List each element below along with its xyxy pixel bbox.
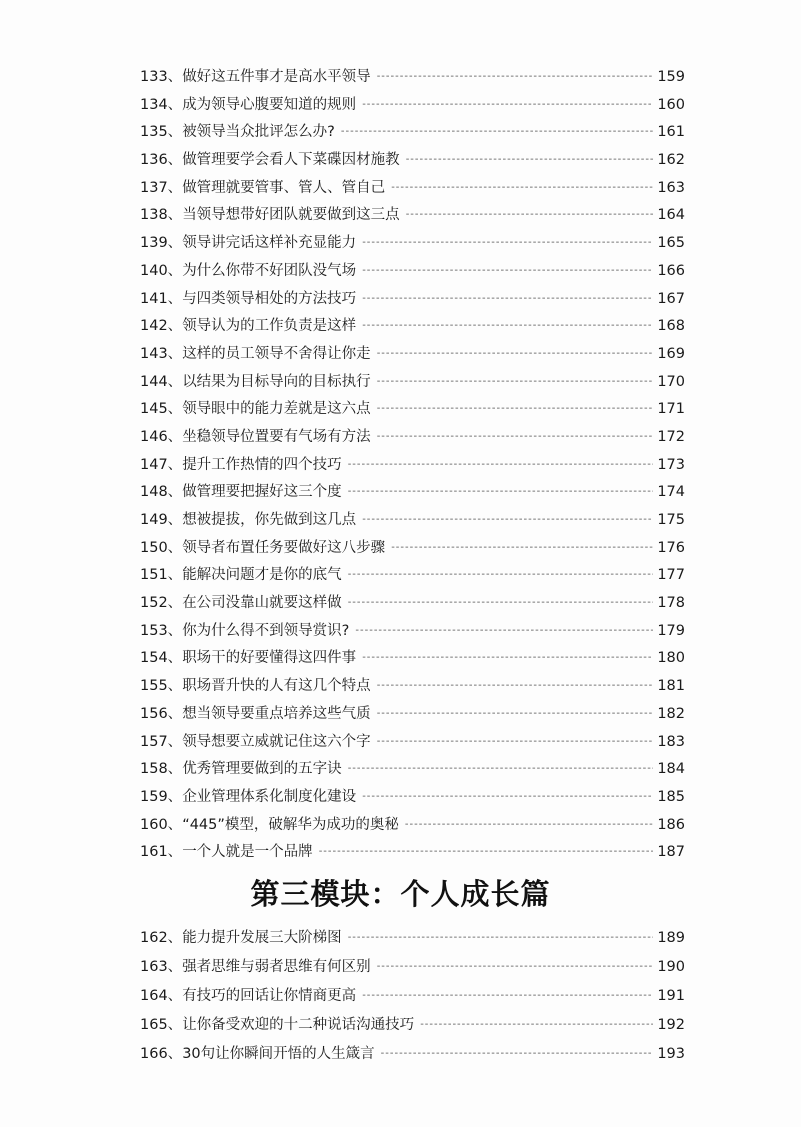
toc-entry-number: 137、 [140,179,183,196]
toc-entry-number: 138、 [140,207,183,224]
toc-entry [140,286,685,314]
toc-entry-page-number: 193 [657,1046,685,1062]
toc-entry [140,147,685,175]
toc-entry [140,64,685,92]
toc-dotted-leader [362,783,653,811]
toc-entry [140,535,685,563]
toc-entry-page-number: 190 [657,959,685,975]
toc-entry [140,175,685,203]
toc-dotted-leader [391,174,653,202]
toc-entry-page-number: 174 [657,484,685,501]
toc-entry-title: 想当领导要重点培养这些气质 [182,705,371,722]
toc-entry [140,341,685,369]
toc-entry-number: 145、 [140,401,183,418]
toc-dotted-leader [348,478,653,506]
toc-entry-page-number: 171 [657,401,685,418]
toc-entry-number: 163、 [140,959,183,975]
toc-entry [140,452,685,480]
toc-entry-number: 153、 [140,622,183,639]
toc-entry-number: 140、 [140,262,183,279]
toc-dotted-leader [420,1010,653,1039]
toc-entry-title: 能力提升发展三大阶梯图 [182,930,342,946]
toc-entry-title: 领导讲完话这样补充显能力 [182,235,357,252]
toc-entry-title: 成为领导心腹要知道的规则 [182,96,357,113]
table-of-contents-part2 [140,924,685,1069]
toc-entry-title: 一个人就是一个品牌 [182,844,313,861]
toc-dotted-leader [405,811,653,839]
toc-entry [140,424,685,452]
toc-entry-title: 在公司没靠山就要这样做 [182,595,342,612]
toc-entry-title: 被领导当众批评怎么办? [182,124,335,141]
toc-entry-page-number: 191 [657,988,685,1004]
toc-entry [140,507,685,535]
toc-entry-number: 156、 [140,705,183,722]
toc-entry-page-number: 161 [657,124,685,141]
toc-entry [140,645,685,673]
toc-entry-title: 强者思维与弱者思维有何区别 [182,959,371,975]
toc-entry-number: 134、 [140,96,183,113]
toc-entry-title: “445”模型，破解华为成功的奥秘 [182,816,399,833]
toc-entry-page-number: 172 [657,428,685,445]
toc-entry-title: 坐稳领导位置要有气场有方法 [182,428,371,445]
toc-entry-title: 领导认为的工作负责是这样 [182,318,357,335]
toc-entry-number: 141、 [140,290,183,307]
toc-entry-page-number: 183 [657,733,685,750]
toc-entry-number: 142、 [140,318,183,335]
toc-entry [140,396,685,424]
toc-dotted-leader [348,451,653,479]
toc-dotted-leader [377,63,653,91]
toc-entry-page-number: 159 [657,69,685,85]
toc-entry-title: 职场晋升快的人有这几个特点 [182,678,371,695]
toc-entry-number: 147、 [140,456,183,473]
toc-entry-number: 164、 [140,988,183,1004]
toc-entry-title: 领导想要立威就记住这六个字 [182,733,371,750]
toc-entry-page-number: 166 [657,262,685,279]
toc-dotted-leader [362,229,653,257]
toc-entry-title: 领导者布置任务要做好这八步骤 [182,539,386,556]
toc-dotted-leader [319,838,653,866]
toc-entry-page-number: 177 [657,567,685,584]
toc-entry-title: 这样的员工领导不舍得让你走 [182,345,371,362]
toc-entry [140,924,685,953]
toc-entry [140,590,685,618]
toc-dotted-leader [377,395,653,423]
toc-entry-number: 146、 [140,428,183,445]
toc-entry-number: 157、 [140,733,183,750]
table-of-contents-part1 [140,64,685,867]
toc-entry-title: 做管理就要管事、管人、管自己 [182,179,386,196]
toc-entry-page-number: 192 [657,1017,685,1033]
toc-entry-title: 与四类领导相处的方法技巧 [182,290,357,307]
toc-dotted-leader [362,257,653,285]
toc-entry [140,812,685,840]
toc-entry-page-number: 167 [657,290,685,307]
toc-entry-number: 161、 [140,844,183,861]
toc-entry-page-number: 165 [657,235,685,252]
toc-entry-number: 159、 [140,788,183,805]
toc-entry-title: 30句让你瞬间开悟的人生箴言 [182,1046,375,1062]
toc-entry [140,839,685,867]
toc-entry-number: 154、 [140,650,183,667]
toc-entry [140,673,685,701]
toc-entry [140,119,685,147]
toc-dotted-leader [348,755,653,783]
toc-entry-number: 139、 [140,235,183,252]
toc-dotted-leader [362,981,653,1010]
toc-dotted-leader [348,589,653,617]
toc-entry-number: 152、 [140,595,183,612]
toc-entry-number: 151、 [140,567,183,584]
toc-entry-number: 133、 [140,69,183,85]
toc-entry-page-number: 170 [657,373,685,390]
toc-dotted-leader [362,644,653,672]
toc-entry [140,756,685,784]
toc-dotted-leader [381,1039,653,1068]
toc-entry-page-number: 176 [657,539,685,556]
toc-entry-page-number: 163 [657,179,685,196]
toc-entry-page-number: 187 [657,844,685,861]
toc-entry-page-number: 160 [657,96,685,113]
toc-dotted-leader [362,91,653,119]
toc-entry-page-number: 186 [657,816,685,833]
toc-entry-number: 149、 [140,512,183,528]
toc-entry-page-number: 184 [657,761,685,778]
toc-entry-title: 提升工作热情的四个技巧 [182,456,342,473]
toc-entry-number: 143、 [140,345,183,362]
toc-entry [140,618,685,646]
toc-dotted-leader [377,340,653,368]
toc-entry-number: 135、 [140,124,183,141]
toc-entry-title: 优秀管理要做到的五字诀 [182,761,342,778]
toc-entry-title: 企业管理体系化制度化建设 [182,788,357,805]
toc-entry [140,479,685,507]
toc-entry [140,1040,685,1069]
toc-entry-title: 能解决问题才是你的底气 [182,567,342,584]
toc-entry-title: 领导眼中的能力差就是这六点 [182,401,371,418]
toc-dotted-leader [391,534,653,562]
toc-entry-number: 160、 [140,816,183,833]
toc-entry [140,701,685,729]
toc-entry-page-number: 179 [657,622,685,639]
toc-entry-title: 做好这五件事才是高水平领导 [182,69,371,85]
toc-entry [140,313,685,341]
toc-entry-page-number: 168 [657,318,685,335]
toc-entry-title: 想被提拔，你先做到这几点 [182,512,357,528]
toc-entry [140,729,685,757]
toc-entry [140,1011,685,1040]
toc-entry-title: 职场干的好要懂得这四件事 [182,650,357,667]
toc-entry-page-number: 169 [657,345,685,362]
toc-dotted-leader [341,118,653,146]
toc-dotted-leader [348,561,653,589]
toc-entry-page-number: 173 [657,456,685,473]
toc-dotted-leader [362,312,653,340]
toc-entry-page-number: 162 [657,152,685,169]
toc-dotted-leader [406,146,653,174]
toc-dotted-leader [377,672,653,700]
toc-entry-number: 165、 [140,1017,183,1033]
toc-dotted-leader [377,952,653,981]
toc-entry [140,369,685,397]
toc-entry-number: 166、 [140,1046,183,1062]
toc-entry [140,202,685,230]
toc-dotted-leader [377,700,653,728]
toc-dotted-leader [348,923,653,952]
toc-dotted-leader [377,423,653,451]
toc-entry-title: 为什么你带不好团队没气场 [182,262,357,279]
toc-entry [140,982,685,1011]
toc-dotted-leader [362,285,653,313]
toc-entry [140,258,685,286]
toc-entry-page-number: 182 [657,705,685,722]
toc-dotted-leader [406,201,653,229]
toc-entry-title: 有技巧的回话让你情商更高 [182,988,357,1004]
toc-entry-number: 150、 [140,539,183,556]
toc-entry [140,230,685,258]
toc-entry-number: 144、 [140,373,183,390]
toc-entry [140,784,685,812]
toc-entry-page-number: 175 [657,512,685,528]
section-heading: 第三模块：个人成长篇 [250,877,551,911]
toc-entry-page-number: 181 [657,678,685,695]
toc-entry-page-number: 178 [657,595,685,612]
toc-entry-number: 158、 [140,761,183,778]
toc-entry-title: 做管理要把握好这三个度 [182,484,342,501]
toc-entry-number: 136、 [140,152,183,169]
toc-entry-title: 当领导想带好团队就要做到这三点 [182,207,400,224]
toc-entry-page-number: 185 [657,788,685,805]
toc-entry [140,953,685,982]
toc-entry-page-number: 180 [657,650,685,667]
toc-entry-number: 162、 [140,930,183,946]
toc-entry-page-number: 164 [657,207,685,224]
toc-entry-number: 155、 [140,678,183,695]
toc-entry-title: 你为什么得不到领导赏识? [182,622,350,639]
toc-dotted-leader [377,368,653,396]
toc-dotted-leader [377,728,653,756]
toc-entry-title: 让你备受欢迎的十二种说话沟通技巧 [182,1017,415,1033]
toc-entry [140,92,685,120]
toc-entry-number: 148、 [140,484,183,501]
toc-entry-title: 以结果为目标导向的目标执行 [182,373,371,390]
toc-entry-page-number: 189 [657,930,685,946]
toc-entry-title: 做管理要学会看人下菜碟因材施教 [182,152,400,169]
toc-dotted-leader [355,617,653,645]
toc-entry [140,562,685,590]
toc-dotted-leader [362,506,653,534]
